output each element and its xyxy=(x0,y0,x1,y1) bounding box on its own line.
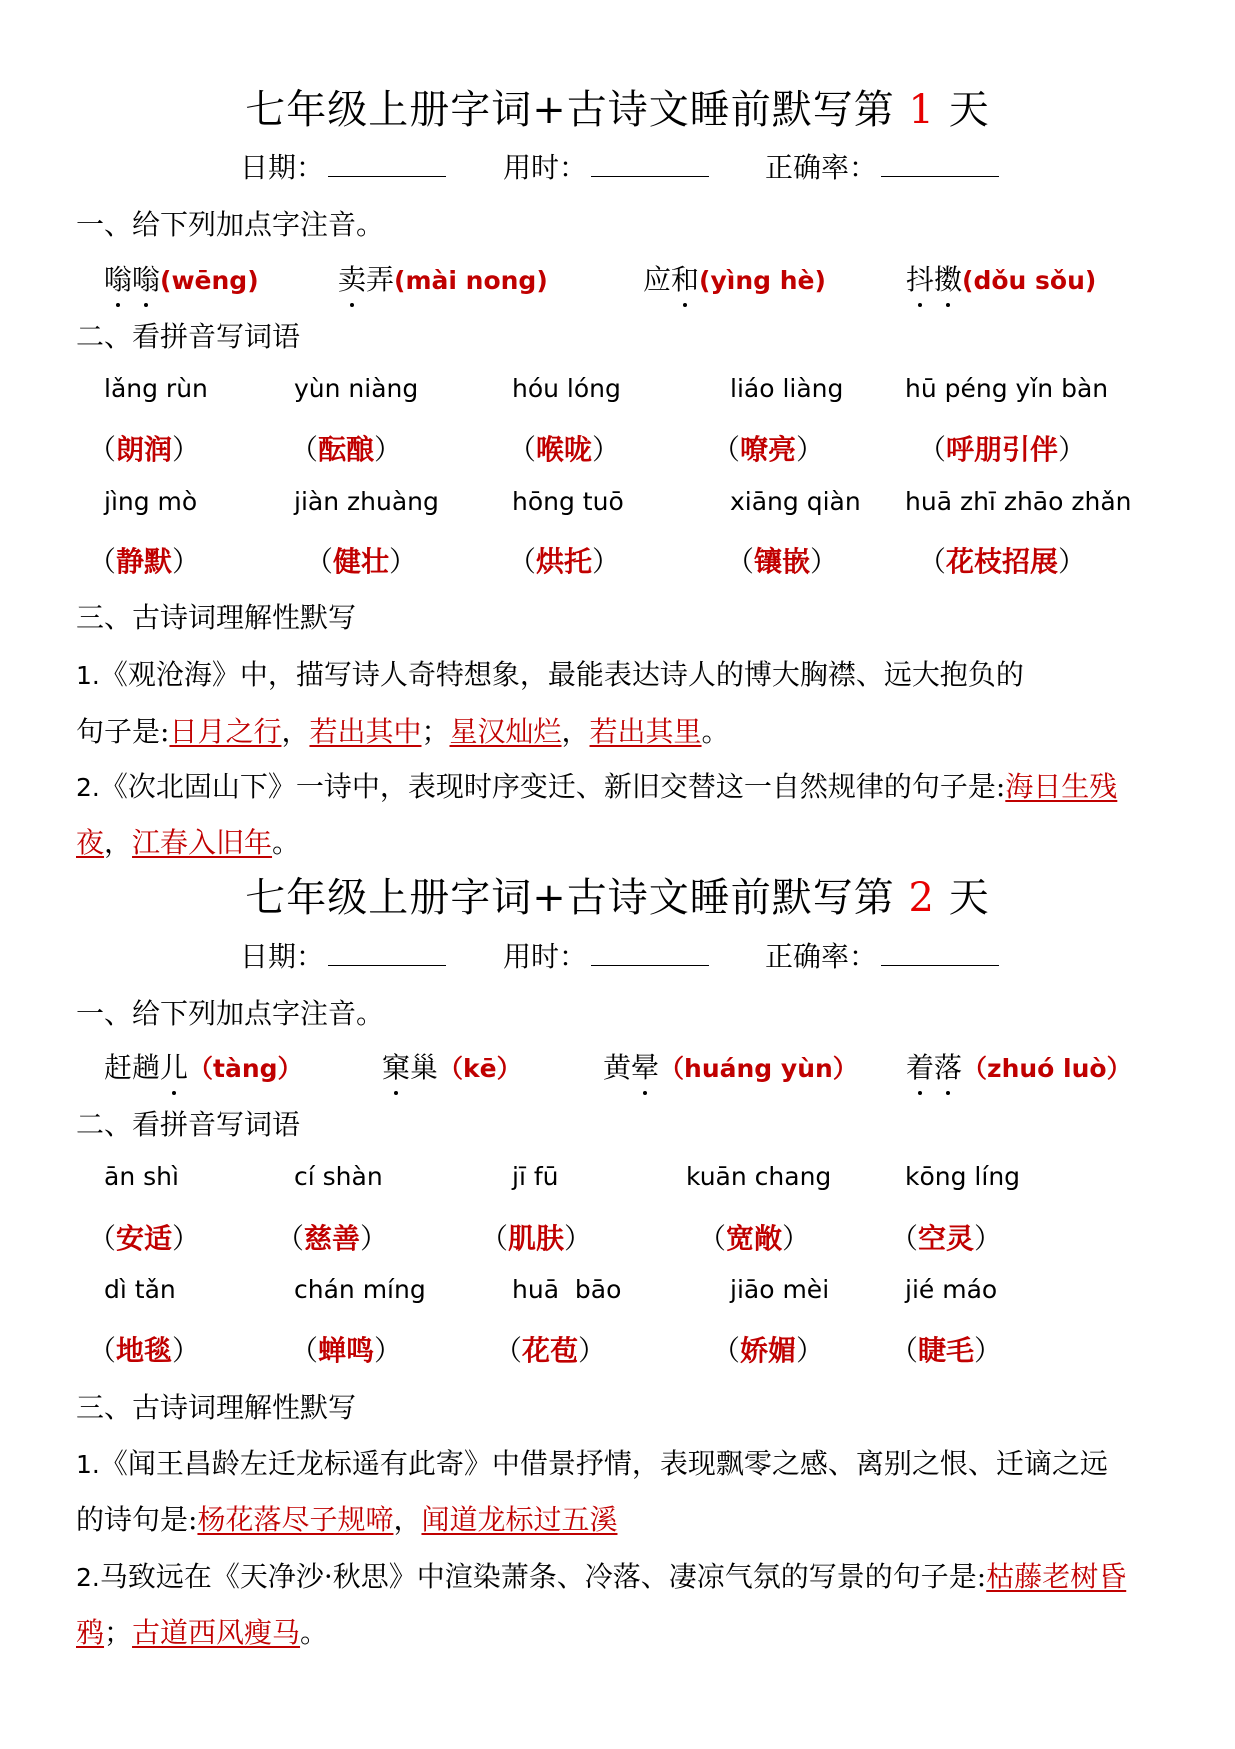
day2-q1-line1: 1.《闻王昌龄左迁龙标遥有此寄》中借景抒情，表现飘零之感、离别之恨、迁谪之远 xyxy=(76,1447,1108,1480)
day2-r1-answer-2: （慈善） xyxy=(276,1222,389,1255)
day2-r2-pinyin-3: huā bāo xyxy=(512,1275,622,1304)
day2-r2-answer-5: （睫毛） xyxy=(890,1334,1003,1367)
day1-title: 七年级上册字词+古诗文睡前默写第 1 天 xyxy=(245,87,990,133)
day2-pron-4: 着落（zhuó luò） xyxy=(906,1046,1132,1086)
day1-r1-pinyin-4: liáo liàng xyxy=(730,374,844,403)
day2-r1-pinyin-1: ān shì xyxy=(104,1162,179,1191)
day2-r1-answer-4: （宽敞） xyxy=(698,1222,811,1255)
day1-r2-pinyin-2: jiàn zhuàng xyxy=(294,487,439,516)
day1-section3-heading: 三、古诗词理解性默写 xyxy=(76,601,357,634)
day1-r1-pinyin-5: hū péng yǐn bàn xyxy=(905,374,1109,403)
day2-section1-heading: 一、给下列加点字注音。 xyxy=(76,997,385,1030)
day1-time-field[interactable]: 用时： xyxy=(503,146,709,186)
day2-r2-answer-2: （蝉鸣） xyxy=(290,1334,403,1367)
day2-r2-answer-4: （娇媚） xyxy=(712,1334,825,1367)
day2-q2-answer-line: 鸦；古道西风瘦马。 xyxy=(76,1616,329,1649)
day2-pron-1: 赶趟儿（tàng） xyxy=(104,1046,303,1086)
day1-r2-answer-1: （静默） xyxy=(88,545,201,578)
day2-r1-answer-1: （安适） xyxy=(88,1222,201,1255)
day1-number: 1 xyxy=(908,87,935,133)
day2-r2-pinyin-5: jié máo xyxy=(905,1275,998,1304)
day2-date-field[interactable]: 日期： xyxy=(240,935,446,975)
day1-q1-answer-line: 句子是:日月之行，若出其中；星汉灿烂，若出其里。 xyxy=(76,715,730,748)
day1-q1-line1: 1.《观沧海》中，描写诗人奇特想象，最能表达诗人的博大胸襟、远大抱负的 xyxy=(76,658,1024,691)
day2-section2-heading: 二、看拼音写词语 xyxy=(76,1108,301,1141)
day1-r1-answer-4: （嘹亮） xyxy=(712,433,825,466)
day1-q2-answer-line: 夜，江春入旧年。 xyxy=(76,826,301,859)
day1-r2-pinyin-1: jìng mò xyxy=(104,487,198,516)
day2-r1-pinyin-2: cí shàn xyxy=(294,1162,383,1191)
day2-r1-pinyin-5: kōng líng xyxy=(905,1162,1021,1191)
day1-r2-answer-3: （烘托） xyxy=(508,545,621,578)
day1-r2-answer-5: （花枝招展） xyxy=(918,545,1087,578)
day2-r1-answer-5: （空灵） xyxy=(890,1222,1003,1255)
day1-pron-2: 卖弄(mài nong) xyxy=(338,258,548,298)
day2-time-field[interactable]: 用时： xyxy=(503,935,709,975)
day1-section2-heading: 二、看拼音写词语 xyxy=(76,320,301,353)
day1-r2-pinyin-3: hōng tuō xyxy=(512,487,624,516)
day2-q2-line1: 2.马致远在《天净沙·秋思》中渲染萧条、冷落、凄凉气氛的写景的句子是:枯藤老树昏 xyxy=(76,1560,1127,1593)
day1-r2-answer-2: （健壮） xyxy=(305,545,418,578)
day1-r1-answer-3: （喉咙） xyxy=(508,433,621,466)
day2-r2-pinyin-1: dì tǎn xyxy=(104,1275,176,1304)
day2-number: 2 xyxy=(908,875,935,921)
day1-r2-pinyin-5: huā zhī zhāo zhǎn xyxy=(905,487,1132,516)
day1-pron-4: 抖擞(dǒu sǒu) xyxy=(906,258,1096,298)
day2-q1-answer-line: 的诗句是:杨花落尽子规啼，闻道龙标过五溪 xyxy=(76,1503,618,1536)
day2-r1-pinyin-3: jī fū xyxy=(512,1162,559,1191)
day1-r1-answer-1: （朗润） xyxy=(88,433,201,466)
day1-section1-heading: 一、给下列加点字注音。 xyxy=(76,208,385,241)
day2-pron-2: 窠巢（kē） xyxy=(382,1046,522,1086)
day1-r1-pinyin-1: lǎng rùn xyxy=(104,374,208,403)
day1-r2-answer-4: （镶嵌） xyxy=(726,545,839,578)
day2-r1-pinyin-4: kuān chang xyxy=(686,1162,832,1191)
day2-title: 七年级上册字词+古诗文睡前默写第 2 天 xyxy=(245,875,990,921)
day2-r2-answer-1: （地毯） xyxy=(88,1334,201,1367)
day1-r1-pinyin-2: yùn niàng xyxy=(294,374,419,403)
day1-pron-1: 嗡嗡(wēng) xyxy=(104,258,259,298)
day1-r2-pinyin-4: xiāng qiàn xyxy=(730,487,861,516)
day2-section3-heading: 三、古诗词理解性默写 xyxy=(76,1391,357,1424)
day2-r1-answer-3: （肌肤） xyxy=(480,1222,593,1255)
day2-r2-pinyin-2: chán míng xyxy=(294,1275,426,1304)
day1-r1-pinyin-3: hóu lóng xyxy=(512,374,621,403)
day1-r1-answer-2: （酝酿） xyxy=(290,433,403,466)
day2-r2-pinyin-4: jiāo mèi xyxy=(730,1275,830,1304)
day1-accuracy-field[interactable]: 正确率： xyxy=(765,146,999,186)
day2-r2-answer-3: （花苞） xyxy=(494,1334,607,1367)
day2-accuracy-field[interactable]: 正确率： xyxy=(765,935,999,975)
day1-r1-answer-5: （呼朋引伴） xyxy=(918,433,1087,466)
day2-pron-3: 黄晕（huáng yùn） xyxy=(603,1046,858,1086)
day1-date-field[interactable]: 日期： xyxy=(240,146,446,186)
day1-pron-3: 应和(yìng hè) xyxy=(643,258,826,298)
day1-q2-line1: 2.《次北固山下》一诗中，表现时序变迁、新旧交替这一自然规律的句子是:海日生残 xyxy=(76,770,1118,803)
